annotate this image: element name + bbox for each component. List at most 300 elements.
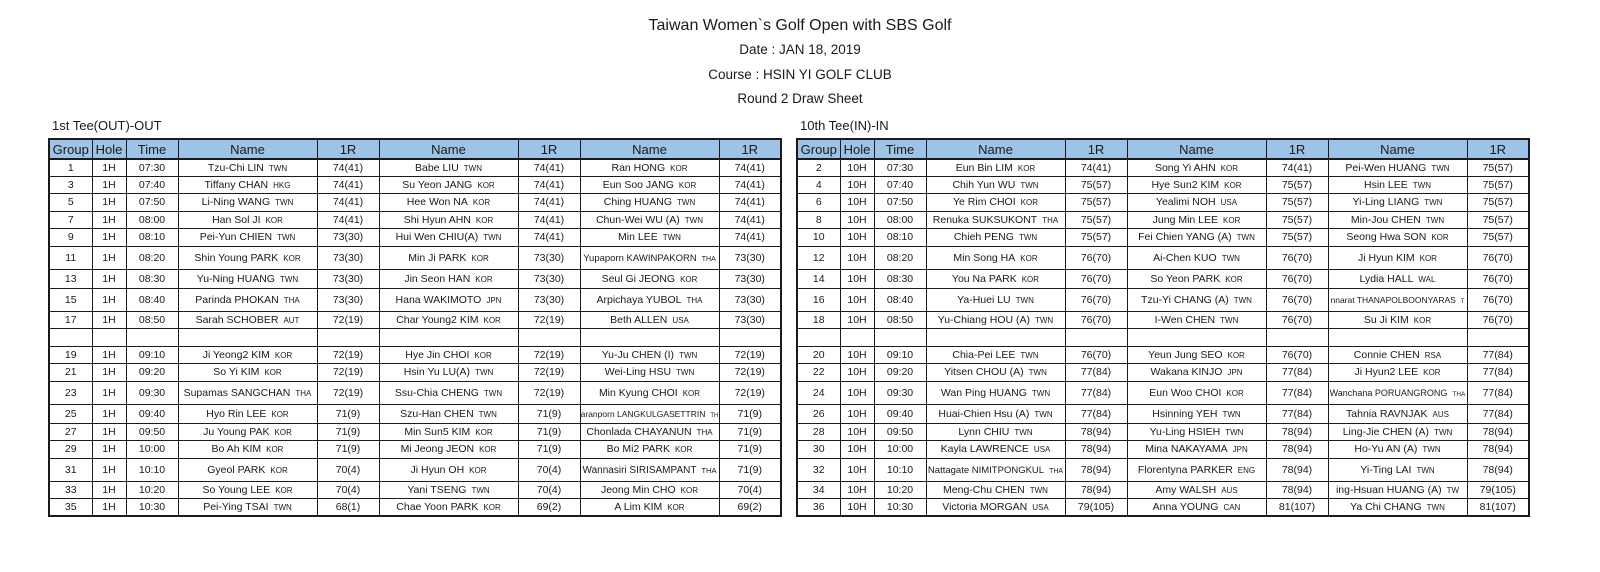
player-name-cell <box>178 329 317 347</box>
player-name-cell <box>178 499 317 517</box>
first-round-score: 76(70) <box>1266 311 1328 329</box>
time-cell: 10:10 <box>126 458 178 481</box>
first-round-score: 75(57) <box>1467 159 1529 176</box>
first-round-score: 76(70) <box>1467 288 1529 311</box>
hole-cell: 10H <box>840 441 874 459</box>
first-round-score: 78(94) <box>1467 458 1529 481</box>
player3-name-col-header: Name <box>580 139 719 159</box>
table-row <box>797 404 1529 423</box>
block-label-in: 10th Tee(IN)-IN <box>800 118 889 133</box>
player-name: Chonlada CHAYANUN <box>586 425 692 438</box>
time-cell: 08:10 <box>874 229 926 247</box>
group-col-header: Group <box>797 139 840 159</box>
player-name: Chieh PENG <box>953 231 1014 244</box>
player-name-cell <box>379 423 518 441</box>
player-name-cell <box>580 481 719 499</box>
player-name-cell <box>580 159 719 176</box>
country-code: KOR <box>475 274 493 284</box>
player-name-cell <box>178 269 317 288</box>
time-cell: 10:30 <box>874 499 926 517</box>
player-name: Jung Min LEE <box>1152 213 1219 226</box>
player-name: Ye Rim CHOI <box>953 196 1016 209</box>
table-row <box>797 194 1529 212</box>
player-name-cell <box>178 481 317 499</box>
player-name: Hui Wen CHIU(A) <box>395 231 479 244</box>
player-name: Eun Soo JANG <box>602 178 674 191</box>
player-name-cell <box>178 364 317 382</box>
player-name-cell <box>379 441 518 459</box>
group-cell: 6 <box>797 194 840 212</box>
player-name-cell <box>580 246 719 269</box>
country-code: TWN <box>275 198 294 208</box>
player-name-cell <box>926 499 1065 517</box>
player-name: Li-Ning WANG <box>201 196 271 209</box>
group-cell: 7 <box>49 211 92 229</box>
player-name: Chia-Pei LEE <box>952 348 1016 361</box>
country-code: JPN <box>1227 368 1243 378</box>
country-code: KOR <box>680 485 699 495</box>
first-round-score: 81(107) <box>1266 499 1328 517</box>
first-round-score: 74(41) <box>317 194 379 212</box>
hole-cell: 1H <box>92 176 126 194</box>
country-code: TWN <box>1029 485 1048 495</box>
player-name: Yupaporn KAWINPAKORN <box>583 252 697 264</box>
first-round-score: 71(9) <box>518 404 580 423</box>
player-name-cell <box>1328 441 1467 459</box>
hole-cell: 1H <box>92 159 126 176</box>
player-name: Szu-Han CHEN <box>400 407 474 420</box>
player-name: ing-Hsuan HUANG (A) <box>1335 483 1442 496</box>
group-cell: 15 <box>49 288 92 311</box>
country-code: TWN <box>1221 253 1240 263</box>
first-round-score: 76(70) <box>1065 346 1127 364</box>
country-code: TWN <box>1222 409 1241 419</box>
player-name: Florentyna PARKER <box>1137 463 1233 476</box>
player1-name-col-header: Name <box>926 139 1065 159</box>
first-round-score: 78(94) <box>1065 481 1127 499</box>
player-name: Ching HUANG <box>603 196 673 209</box>
country-code: KOR <box>469 465 487 475</box>
time-cell: 09:10 <box>874 346 926 364</box>
player-name-cell <box>178 346 317 364</box>
time-cell: 09:40 <box>126 404 178 423</box>
player3-1r-col-header: 1R <box>719 139 781 159</box>
player-name: You Na PARK <box>951 272 1017 285</box>
group-cell: 27 <box>49 423 92 441</box>
first-round-score: 68(1) <box>317 499 379 517</box>
player-name-cell <box>580 364 719 382</box>
player-name-cell <box>1127 346 1266 364</box>
first-round-score: 76(70) <box>1266 346 1328 364</box>
first-round-score: 77(84) <box>1266 364 1328 382</box>
first-round-score: 76(70) <box>1467 311 1529 329</box>
player-name-cell <box>1328 288 1467 311</box>
hole-cell: 1H <box>92 246 126 269</box>
first-round-score: 72(19) <box>317 381 379 404</box>
first-round-score: 73(30) <box>719 246 781 269</box>
country-code: KOR <box>475 215 494 225</box>
country-code: TWN <box>1034 315 1054 325</box>
time-cell: 10:20 <box>126 481 178 499</box>
first-round-score <box>1266 329 1328 347</box>
player-name-cell <box>379 176 518 194</box>
player-name-cell <box>1127 381 1266 404</box>
first-round-score: 70(4) <box>317 481 379 499</box>
time-cell: 08:30 <box>126 269 178 288</box>
country-code: THA <box>696 427 713 437</box>
player-name: Wakana KINJO <box>1150 366 1223 379</box>
first-round-score: 75(57) <box>1467 229 1529 247</box>
table-row <box>49 423 781 441</box>
hole-col-header: Hole <box>92 139 126 159</box>
hole-cell: 10H <box>840 458 874 481</box>
group-cell: 20 <box>797 346 840 364</box>
country-code: KOR <box>1431 233 1449 243</box>
first-round-score <box>317 329 379 347</box>
first-round-score: 73(30) <box>518 246 580 269</box>
table-row <box>49 229 781 247</box>
player-name: Shin Young PARK <box>194 251 279 264</box>
player-name: Huai-Chien Hsu (A) <box>938 407 1030 420</box>
hole-cell <box>92 329 126 347</box>
country-code: KOR <box>1224 180 1242 190</box>
first-round-score: 77(84) <box>1467 404 1529 423</box>
player-name: Ai-Chen KUO <box>1153 251 1217 264</box>
country-code: JPN <box>486 295 502 305</box>
first-round-score: 79(105) <box>1065 499 1127 517</box>
sheet-header <box>0 14 1600 112</box>
player-name: Hye Sun2 KIM <box>1151 178 1220 191</box>
player-name-cell <box>379 364 518 382</box>
country-code: RSA <box>1424 350 1442 360</box>
country-code: THA <box>283 295 300 305</box>
country-code: TWN <box>273 503 292 512</box>
group-cell: 13 <box>49 269 92 288</box>
player-name: Wanchana PORUANGRONG <box>1329 387 1448 398</box>
player-name: Hye Jin CHOI <box>405 348 470 361</box>
first-round-score: 74(41) <box>719 159 781 176</box>
player-name-cell <box>1328 404 1467 423</box>
country-code: KOR <box>471 253 489 263</box>
player-name: Pei-Wen HUANG <box>1345 161 1427 174</box>
player-name-cell <box>1328 499 1467 517</box>
first-round-score: 72(19) <box>719 381 781 404</box>
group-cell <box>797 329 840 347</box>
header-row <box>797 139 1529 159</box>
country-code: TWN <box>684 215 704 225</box>
player2-1r-col-header: 1R <box>1266 139 1328 159</box>
country-code: TWN <box>463 163 482 173</box>
first-round-score: 78(94) <box>1467 441 1529 459</box>
player-name-cell <box>178 159 317 176</box>
country-code: USA <box>1220 198 1238 208</box>
hole-cell: 10H <box>840 404 874 423</box>
player-name-cell <box>379 346 518 364</box>
player-name-cell <box>178 404 317 423</box>
player1-name-col-header: Name <box>178 139 317 159</box>
player-name-cell <box>1328 481 1467 499</box>
time-cell: 07:30 <box>126 159 178 176</box>
player-name: Ji Hyun OH <box>410 463 465 476</box>
group-cell: 3 <box>49 176 92 194</box>
player-name: Yi-Ting LAI <box>1360 463 1412 476</box>
hole-cell: 10H <box>840 229 874 247</box>
time-cell: 08:40 <box>874 288 926 311</box>
group-cell: 30 <box>797 441 840 459</box>
group-cell: 26 <box>797 404 840 423</box>
player-name-cell <box>580 404 719 423</box>
first-round-score: 71(9) <box>317 441 379 459</box>
table-row <box>49 364 781 382</box>
player-name-cell <box>1127 329 1266 347</box>
hole-cell: 10H <box>840 269 874 288</box>
player-name-cell <box>580 423 719 441</box>
player-name-cell <box>926 364 1065 382</box>
country-code: TWN <box>1018 233 1038 243</box>
player-name-cell <box>1127 159 1266 176</box>
table-row <box>797 458 1529 481</box>
country-code: TWN <box>1220 315 1239 325</box>
player-name: Yitsen CHOU (A) <box>944 366 1024 379</box>
player-name: Sarah SCHOBER <box>195 313 279 326</box>
group-cell: 5 <box>49 194 92 212</box>
hole-cell: 1H <box>92 364 126 382</box>
country-code: THA <box>1042 215 1059 225</box>
first-round-score: 72(19) <box>317 346 379 364</box>
player-name-cell <box>178 441 317 459</box>
player-name: Min Song HA <box>953 251 1016 264</box>
player-name-cell <box>379 311 518 329</box>
country-code: TWN <box>471 485 490 495</box>
country-code: T <box>1460 298 1465 305</box>
player-name-cell <box>1127 311 1266 329</box>
group-cell: 11 <box>49 246 92 269</box>
player-name: Hsinning YEH <box>1152 407 1218 420</box>
country-code: TWN <box>1034 409 1053 419</box>
country-code: TWN <box>277 233 296 243</box>
player-name-cell <box>1127 441 1266 459</box>
player-name: Yu-Chiang HOU (A) <box>937 313 1030 326</box>
player-name: Jeong Min CHO <box>600 483 676 496</box>
country-code: AUS <box>1432 409 1449 419</box>
first-round-score: 76(70) <box>1467 269 1529 288</box>
table-row <box>797 423 1529 441</box>
first-round-score: 75(57) <box>1266 211 1328 229</box>
first-round-score: 77(84) <box>1065 404 1127 423</box>
country-code: WAL <box>1418 274 1436 284</box>
player2-name-col-header: Name <box>1127 139 1266 159</box>
group-cell: 31 <box>49 458 92 481</box>
player-name-cell <box>1127 423 1266 441</box>
country-code: KOR <box>265 215 283 225</box>
player-name-cell <box>178 311 317 329</box>
player-name: Hyo Rin LEE <box>206 407 267 420</box>
time-cell <box>874 329 926 347</box>
player-name: Su Yeon JANG <box>402 178 473 191</box>
table-row <box>797 159 1529 176</box>
first-round-score: 78(94) <box>1065 423 1127 441</box>
table-row <box>797 288 1529 311</box>
player-name-cell <box>926 311 1065 329</box>
player-name-cell <box>1328 458 1467 481</box>
hole-cell: 1H <box>92 229 126 247</box>
first-round-score: 76(70) <box>1266 288 1328 311</box>
hole-cell: 1H <box>92 269 126 288</box>
player-name: aranporn LANGKULGASETTRIN <box>580 408 706 419</box>
country-code: TWN <box>483 233 502 243</box>
group-cell: 17 <box>49 311 92 329</box>
country-code: TWN <box>1426 503 1445 512</box>
first-round-score: 75(57) <box>1266 176 1328 194</box>
first-round-score: 79(105) <box>1467 481 1529 499</box>
player2-1r-col-header: 1R <box>518 139 580 159</box>
table-row <box>49 441 781 459</box>
time-cell: 09:30 <box>126 381 178 404</box>
player-name: Arpichaya YUBOL <box>596 293 682 306</box>
first-round-score <box>719 329 781 347</box>
country-code: TWN <box>1422 445 1441 455</box>
country-code: TWN <box>1014 427 1033 437</box>
draw-table-in <box>796 138 1530 517</box>
player-name-cell <box>580 176 719 194</box>
time-col-header: Time <box>126 139 178 159</box>
player-name: Eun Bin LIM <box>955 161 1013 174</box>
player-name: Pei-Ying TSAI <box>203 501 269 513</box>
country-code: KOR <box>474 350 492 360</box>
player-name: Ji Yeong2 KIM <box>202 348 270 361</box>
group-cell: 25 <box>49 404 92 423</box>
player-name: Min-Jou CHEN <box>1350 213 1421 226</box>
player-name: Min Kyung CHOI <box>598 386 678 399</box>
event-date: Date : JAN 18, 2019 <box>739 42 861 57</box>
player3-1r-col-header: 1R <box>1467 139 1529 159</box>
time-cell: 07:40 <box>126 176 178 194</box>
player-name: Yeun Jung SEO <box>1148 348 1223 361</box>
country-code: KOR <box>1227 350 1245 360</box>
player-name-cell <box>379 499 518 517</box>
group-cell: 21 <box>49 364 92 382</box>
player-name-cell <box>379 329 518 347</box>
player-name: Han Sol JI <box>212 213 261 226</box>
player-name-cell <box>580 194 719 212</box>
first-round-score: 76(70) <box>1467 246 1529 269</box>
player-name: Yealimi NOH <box>1155 196 1216 209</box>
player-name-cell <box>1328 211 1467 229</box>
group-cell: 36 <box>797 499 840 517</box>
player-name: Lynn CHIU <box>958 425 1010 438</box>
group-cell: 19 <box>49 346 92 364</box>
first-round-score: 72(19) <box>317 311 379 329</box>
hole-cell: 1H <box>92 441 126 459</box>
player-name-cell <box>926 269 1065 288</box>
player-name: Amy WALSH <box>1155 483 1217 496</box>
player-name-cell <box>379 246 518 269</box>
time-cell: 09:50 <box>126 423 178 441</box>
table-row <box>797 499 1529 517</box>
player-name-cell <box>926 404 1065 423</box>
time-cell: 10:10 <box>874 458 926 481</box>
player-name-cell <box>379 211 518 229</box>
time-cell: 08:30 <box>874 269 926 288</box>
hole-cell: 1H <box>92 458 126 481</box>
time-cell: 07:50 <box>874 194 926 212</box>
hole-cell: 1H <box>92 311 126 329</box>
player-name-cell <box>1328 229 1467 247</box>
player-name: Wei-Ling HSU <box>604 366 672 379</box>
time-cell: 09:20 <box>126 364 178 382</box>
group-cell: 28 <box>797 423 840 441</box>
country-code: KOR <box>1225 274 1243 284</box>
time-cell: 07:30 <box>874 159 926 176</box>
player1-1r-col-header: 1R <box>317 139 379 159</box>
group-cell: 2 <box>797 159 840 176</box>
player-name: Kayla LAWRENCE <box>940 443 1029 456</box>
player-name: Ju Young PAK <box>203 425 270 438</box>
player-name: Mina NAKAYAMA <box>1145 443 1228 456</box>
player-name: Tiffany CHAN <box>204 178 269 191</box>
player-name: Eun Woo CHOI <box>1149 386 1222 399</box>
country-code: TWN <box>677 198 696 208</box>
player-name-cell <box>178 381 317 404</box>
player-name: Beth ALLEN <box>610 313 668 326</box>
country-code: USA <box>1033 445 1051 455</box>
first-round-score: 78(94) <box>1266 423 1328 441</box>
player-name: Wan Ping HUANG <box>940 386 1027 399</box>
country-code: KOR <box>1021 274 1040 284</box>
country-code: TWN <box>1015 295 1034 305</box>
first-round-score: 75(57) <box>1065 211 1127 229</box>
player-name-cell <box>1328 176 1467 194</box>
country-code: TWN <box>268 163 288 173</box>
player-name: Min Ji PARK <box>408 251 467 264</box>
player-name: So Yi KIM <box>213 366 260 379</box>
table-row <box>797 311 1529 329</box>
table-row <box>797 364 1529 382</box>
player-name: Ssu-Chia CHENG <box>394 386 479 399</box>
player-name: Ran HONG <box>611 161 666 174</box>
time-cell: 10:20 <box>874 481 926 499</box>
time-cell: 08:20 <box>874 246 926 269</box>
country-code: TWN <box>1425 215 1445 225</box>
first-round-score: 71(9) <box>317 423 379 441</box>
player-name-cell <box>379 159 518 176</box>
group-cell: 33 <box>49 481 92 499</box>
first-round-score: 71(9) <box>518 423 580 441</box>
table-row <box>49 329 781 347</box>
group-cell: 12 <box>797 246 840 269</box>
first-round-score: 77(84) <box>1065 381 1127 404</box>
hole-cell: 10H <box>840 311 874 329</box>
first-round-score: 72(19) <box>719 364 781 382</box>
player-name-cell <box>580 441 719 459</box>
player-name-cell <box>1127 364 1266 382</box>
first-round-score: 71(9) <box>317 404 379 423</box>
player-name-cell <box>1328 246 1467 269</box>
player-name-cell <box>1127 269 1266 288</box>
country-code: USA <box>672 315 689 325</box>
player-name-cell <box>379 229 518 247</box>
table-row <box>49 176 781 194</box>
player-name: Gyeol PARK <box>207 463 266 476</box>
player-name: Supamas SANGCHAN <box>183 386 291 399</box>
player-name-cell <box>926 346 1065 364</box>
player-name-cell <box>1127 499 1266 517</box>
group-col-header: Group <box>49 139 92 159</box>
hole-cell: 1H <box>92 194 126 212</box>
first-round-score: 81(107) <box>1467 499 1529 517</box>
country-code: CAN <box>1223 503 1241 512</box>
table-row <box>797 329 1529 347</box>
